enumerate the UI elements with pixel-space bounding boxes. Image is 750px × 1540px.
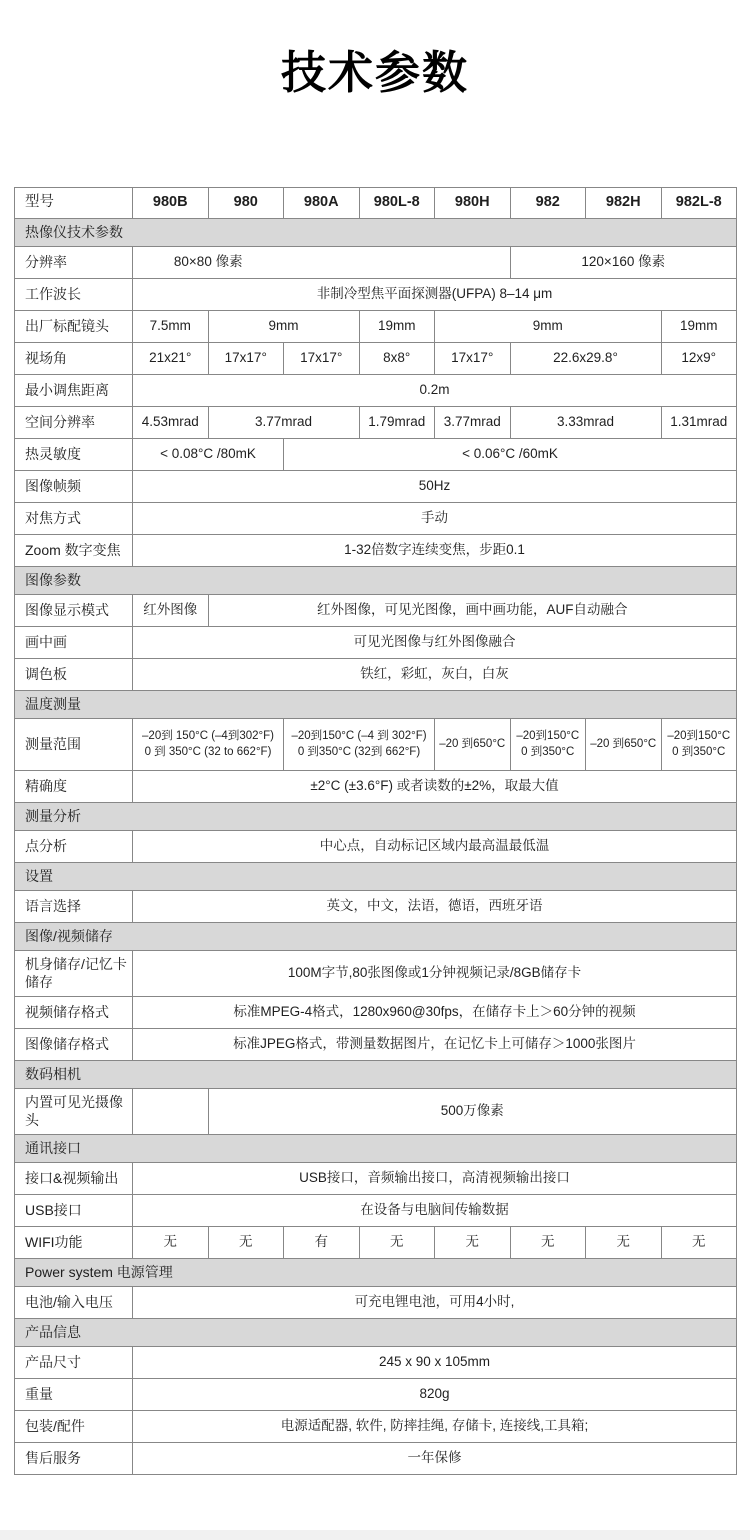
spec-row xyxy=(15,891,737,923)
spec-value-cell: 1.31mrad xyxy=(661,407,737,439)
spec-row xyxy=(15,951,737,997)
spec-value-cell: 1.79mrad xyxy=(359,407,435,439)
spec-value-cell: 3.33mrad xyxy=(510,407,661,439)
row-label: 图像显示模式 xyxy=(15,595,133,627)
spec-value-cell: 4.53mrad xyxy=(133,407,209,439)
row-label: 视场角 xyxy=(15,343,133,375)
spec-value-cell: 1-32倍数字连续变焦，步距0.1 xyxy=(133,535,737,567)
spec-value-cell: 中心点，自动标记区域内最高温最低温 xyxy=(133,831,737,863)
spec-table xyxy=(14,187,737,1475)
spec-value-cell: 19mm xyxy=(359,311,435,343)
spec-row xyxy=(15,279,737,311)
spec-value-cell xyxy=(284,247,511,279)
spec-value-cell: 无 xyxy=(510,1227,586,1259)
spec-row xyxy=(15,719,737,771)
spec-value-cell: –20 到650°C xyxy=(435,719,511,771)
section-row xyxy=(15,1135,737,1163)
spec-value-cell: 80×80 像素 xyxy=(133,247,284,279)
row-label: 画中画 xyxy=(15,627,133,659)
spec-value-cell: 3.77mrad xyxy=(435,407,511,439)
spec-value-cell: 9mm xyxy=(208,311,359,343)
section-label: 通讯接口 xyxy=(15,1135,737,1163)
spec-row xyxy=(15,1029,737,1061)
model-header-cell: 980B xyxy=(133,188,209,219)
row-label: 点分析 xyxy=(15,831,133,863)
section-row xyxy=(15,1319,737,1347)
row-label: WIFI功能 xyxy=(15,1227,133,1259)
model-header-cell: 982L-8 xyxy=(661,188,737,219)
spec-row xyxy=(15,535,737,567)
spec-row xyxy=(15,1287,737,1319)
row-label: 视频储存格式 xyxy=(15,997,133,1029)
section-row xyxy=(15,567,737,595)
spec-value-cell: 17x17° xyxy=(435,343,511,375)
row-label: 电池/输入电压 xyxy=(15,1287,133,1319)
spec-value-cell: 标准JPEG格式，带测量数据图片，在记忆卡上可储存＞1000张图片 xyxy=(133,1029,737,1061)
spec-row xyxy=(15,343,737,375)
spec-value-cell: 22.6x29.8° xyxy=(510,343,661,375)
spec-value-cell: 7.5mm xyxy=(133,311,209,343)
spec-value-cell: 手动 xyxy=(133,503,737,535)
spec-row xyxy=(15,407,737,439)
section-label: 温度测量 xyxy=(15,691,737,719)
spec-value-cell: 17x17° xyxy=(208,343,284,375)
spec-value-cell: 无 xyxy=(133,1227,209,1259)
spec-row xyxy=(15,1411,737,1443)
spec-value-cell: 19mm xyxy=(661,311,737,343)
spec-value-cell: 8x8° xyxy=(359,343,435,375)
row-label: 调色板 xyxy=(15,659,133,691)
spec-value-cell: ±2°C (±3.6°F) 或者读数的±2%，取最大值 xyxy=(133,771,737,803)
row-label: 最小调焦距离 xyxy=(15,375,133,407)
section-row xyxy=(15,1259,737,1287)
model-header-cell: 982 xyxy=(510,188,586,219)
spec-value-cell: 英文，中文，法语，德语，西班牙语 xyxy=(133,891,737,923)
spec-value-cell: 电源适配器, 软件, 防摔挂绳, 存储卡, 连接线,工具箱; xyxy=(133,1411,737,1443)
spec-value-cell: 铁红，彩虹，灰白，白灰 xyxy=(133,659,737,691)
spec-value-cell: < 0.08°C /80mK xyxy=(133,439,284,471)
spec-value-cell: –20到150°C 0 到350°C xyxy=(661,719,737,771)
row-label: 接口&视频输出 xyxy=(15,1163,133,1195)
row-label: 图像帧频 xyxy=(15,471,133,503)
spec-value-cell: 500万像素 xyxy=(208,1089,737,1135)
spec-value-cell: USB接口，音频输出接口，高清视频输出接口 xyxy=(133,1163,737,1195)
spec-value-cell: 17x17° xyxy=(284,343,360,375)
spec-row xyxy=(15,311,737,343)
spec-row xyxy=(15,1227,737,1259)
section-row xyxy=(15,1061,737,1089)
spec-value-cell: 820g xyxy=(133,1379,737,1411)
spec-value-cell: –20 到650°C xyxy=(586,719,662,771)
row-label: 包装/配件 xyxy=(15,1411,133,1443)
spec-value-cell: 100M字节,80张图像或1分钟视频记录/8GB储存卡 xyxy=(133,951,737,997)
section-label: 图像参数 xyxy=(15,567,737,595)
row-label: 型号 xyxy=(15,188,133,219)
spec-value-cell: 21x21° xyxy=(133,343,209,375)
section-label: 数码相机 xyxy=(15,1061,737,1089)
spec-value-cell: 120×160 像素 xyxy=(510,247,737,279)
spec-row xyxy=(15,247,737,279)
row-label: 机身储存/记忆卡储存 xyxy=(15,951,133,997)
spec-value-cell: –20到150°C (–4 到 302°F) 0 到350°C (32到 662°F) xyxy=(284,719,435,771)
model-header-cell: 980H xyxy=(435,188,511,219)
spec-value-cell xyxy=(133,1089,209,1135)
spec-row xyxy=(15,771,737,803)
section-row xyxy=(15,863,737,891)
section-label: 图像/视频储存 xyxy=(15,923,737,951)
spec-value-cell: 无 xyxy=(435,1227,511,1259)
spec-row xyxy=(15,439,737,471)
spec-row xyxy=(15,503,737,535)
spec-row xyxy=(15,659,737,691)
spec-row xyxy=(15,1195,737,1227)
spec-value-cell: –20到150°C 0 到350°C xyxy=(510,719,586,771)
spec-value-cell: < 0.06°C /60mK xyxy=(284,439,737,471)
model-header-cell: 980A xyxy=(284,188,360,219)
row-label: 重量 xyxy=(15,1379,133,1411)
model-header-cell: 982H xyxy=(586,188,662,219)
model-header-cell: 980 xyxy=(208,188,284,219)
row-label: 空间分辨率 xyxy=(15,407,133,439)
spec-row xyxy=(15,1379,737,1411)
spec-value-cell: 有 xyxy=(284,1227,360,1259)
row-label: 出厂标配镜头 xyxy=(15,311,133,343)
spec-value-cell: 9mm xyxy=(435,311,662,343)
section-row xyxy=(15,691,737,719)
spec-value-cell: 非制冷型焦平面探测器(UFPA) 8–14 μm xyxy=(133,279,737,311)
spec-value-cell: 3.77mrad xyxy=(208,407,359,439)
spec-value-cell: 红外图像 xyxy=(133,595,209,627)
spec-row xyxy=(15,1347,737,1379)
spec-row xyxy=(15,997,737,1029)
spec-row xyxy=(15,1163,737,1195)
spec-row xyxy=(15,375,737,407)
row-label: 测量范围 xyxy=(15,719,133,771)
page-title: 技术参数 xyxy=(280,47,469,98)
spec-row xyxy=(15,595,737,627)
row-label: 分辨率 xyxy=(15,247,133,279)
spec-value-cell: 12x9° xyxy=(661,343,737,375)
spec-value-cell: 无 xyxy=(359,1227,435,1259)
spec-value-cell: 一年保修 xyxy=(133,1443,737,1475)
section-row xyxy=(15,923,737,951)
row-label: 热灵敏度 xyxy=(15,439,133,471)
row-label: 精确度 xyxy=(15,771,133,803)
model-header-cell: 980L-8 xyxy=(359,188,435,219)
section-label: 测量分析 xyxy=(15,803,737,831)
section-row xyxy=(15,803,737,831)
spec-value-cell: 0.2m xyxy=(133,375,737,407)
spec-value-cell: 标准MPEG-4格式，1280x960@30fps，在储存卡上＞60分钟的视频 xyxy=(133,997,737,1029)
spec-value-cell: 可见光图像与红外图像融合 xyxy=(133,627,737,659)
footer-strip xyxy=(0,1530,750,1540)
row-label: 内置可见光摄像头 xyxy=(15,1089,133,1135)
section-label: 热像仪技术参数 xyxy=(15,219,737,247)
spec-row xyxy=(15,1089,737,1135)
row-label: 工作波长 xyxy=(15,279,133,311)
section-label: 设置 xyxy=(15,863,737,891)
row-label: 语言选择 xyxy=(15,891,133,923)
table-header-row xyxy=(15,188,737,219)
spec-value-cell: 无 xyxy=(586,1227,662,1259)
spec-value-cell: 红外图像，可见光图像，画中画功能，AUF自动融合 xyxy=(208,595,737,627)
spec-value-cell: 245 x 90 x 105mm xyxy=(133,1347,737,1379)
spec-row xyxy=(15,1443,737,1475)
section-row xyxy=(15,219,737,247)
spec-value-cell: 可充电锂电池，可用4小时, xyxy=(133,1287,737,1319)
spec-row xyxy=(15,627,737,659)
spec-value-cell: 在设备与电脑间传输数据 xyxy=(133,1195,737,1227)
spec-value-cell: –20到 150°C (–4到302°F) 0 到 350°C (32 to 662°F) xyxy=(133,719,284,771)
row-label: 售后服务 xyxy=(15,1443,133,1475)
row-label: Zoom 数字变焦 xyxy=(15,535,133,567)
spec-value-cell: 50Hz xyxy=(133,471,737,503)
spec-row xyxy=(15,471,737,503)
row-label: 产品尺寸 xyxy=(15,1347,133,1379)
section-label: Power system 电源管理 xyxy=(15,1259,737,1287)
row-label: 对焦方式 xyxy=(15,503,133,535)
row-label: USB接口 xyxy=(15,1195,133,1227)
section-label: 产品信息 xyxy=(15,1319,737,1347)
spec-value-cell: 无 xyxy=(661,1227,737,1259)
row-label: 图像储存格式 xyxy=(15,1029,133,1061)
spec-row xyxy=(15,831,737,863)
spec-value-cell: 无 xyxy=(208,1227,284,1259)
